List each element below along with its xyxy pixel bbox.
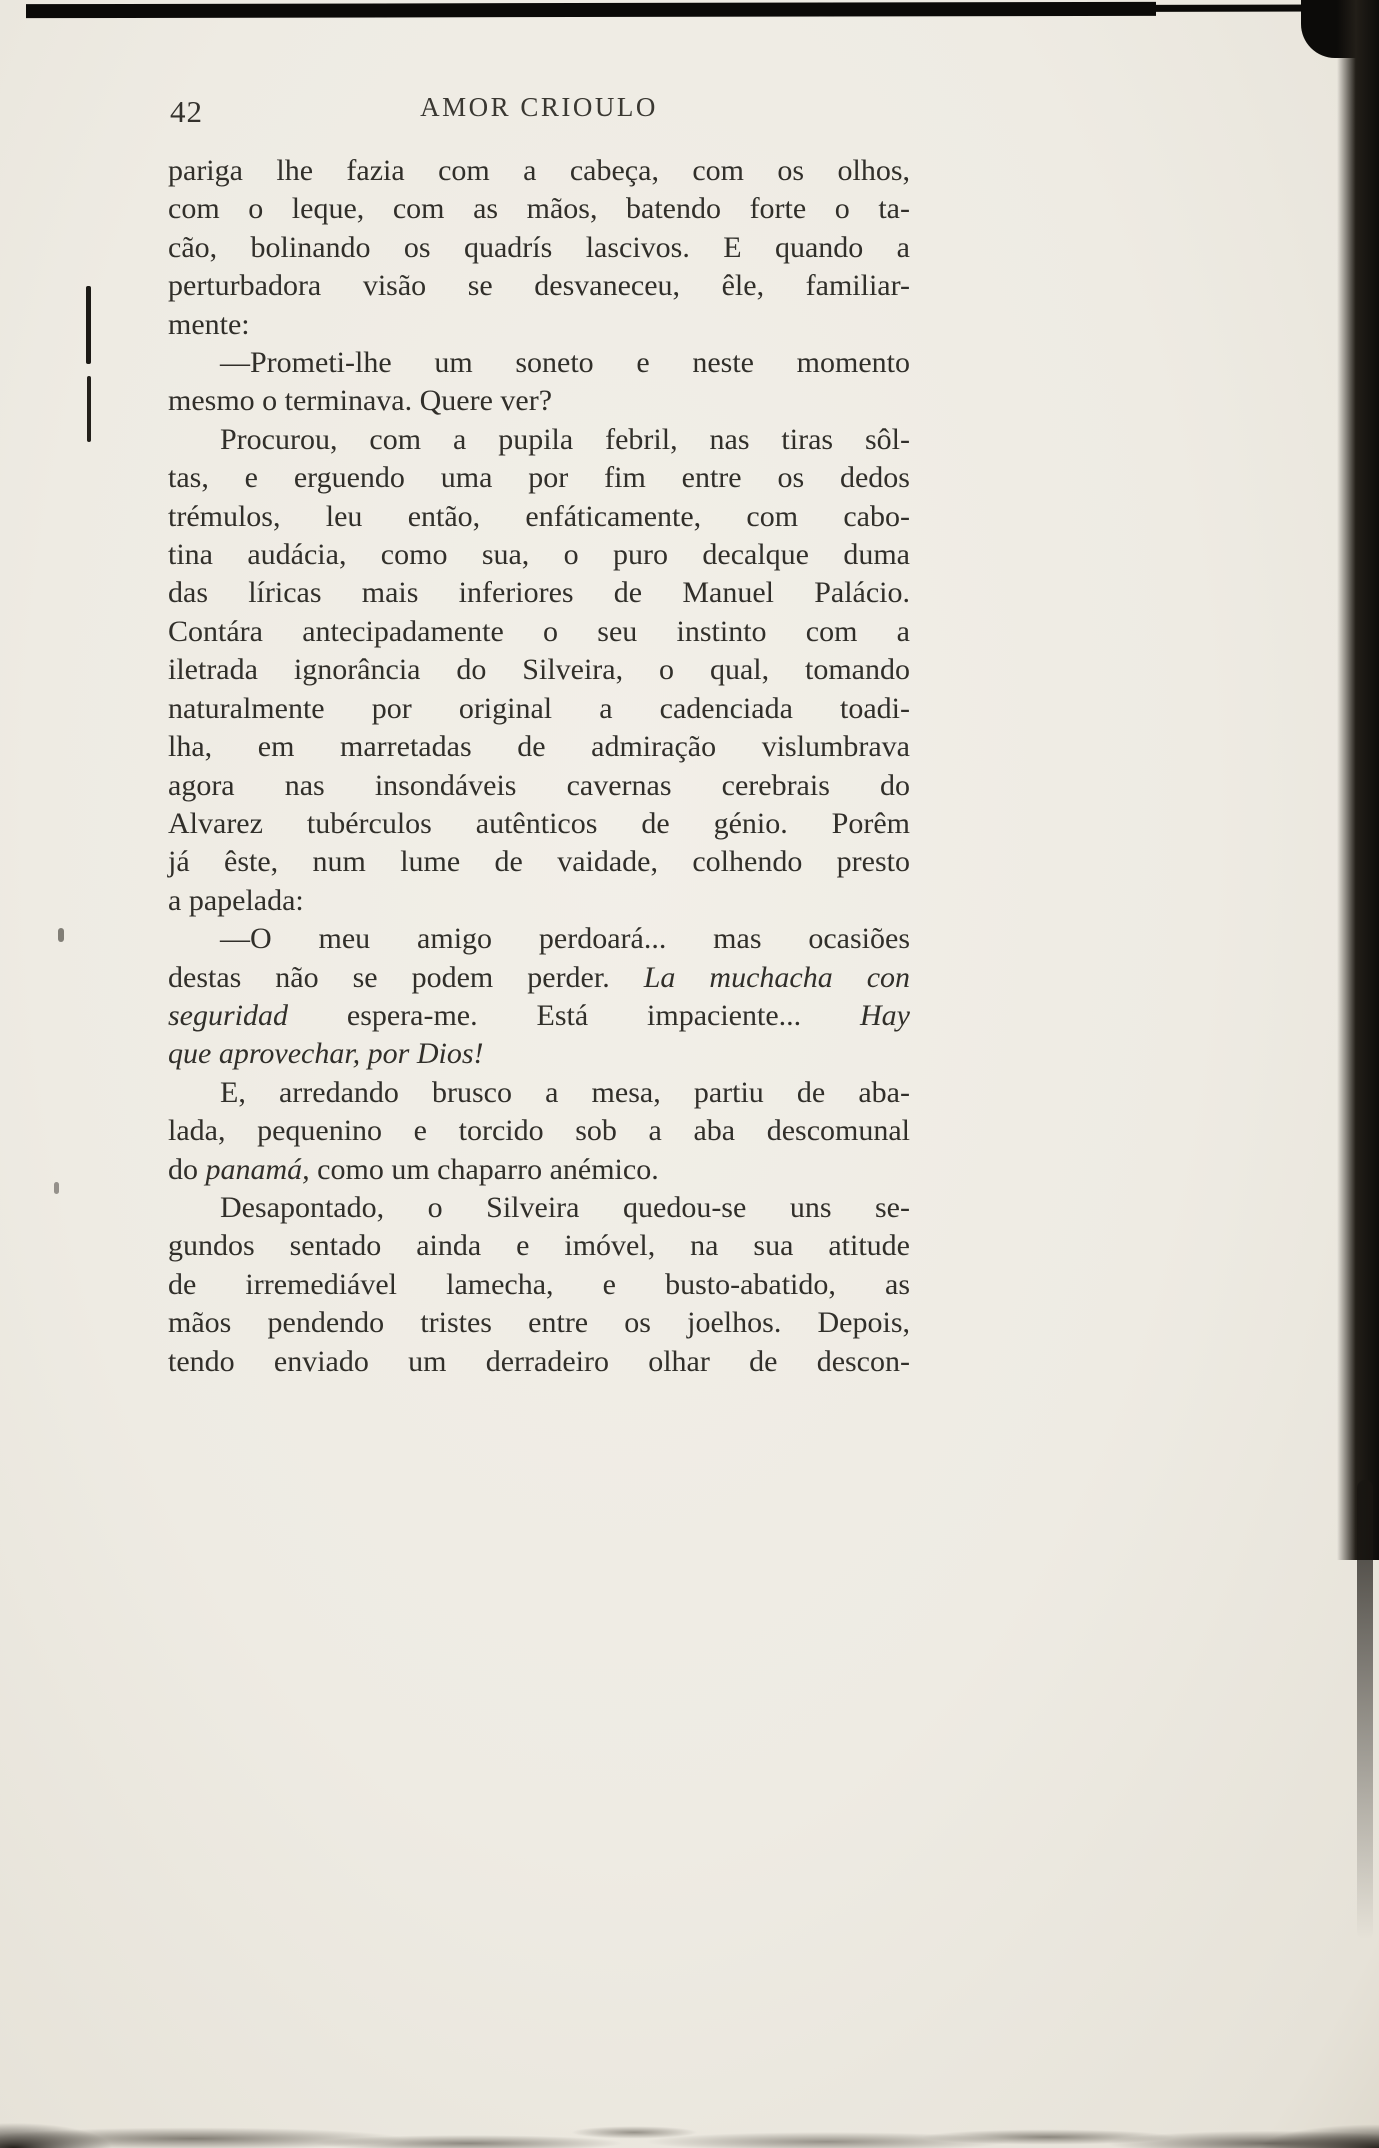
text-run: com o leque, com as mãos, batendo forte o ta- xyxy=(168,192,910,226)
italic-phrase: seguridad xyxy=(168,998,288,1032)
text-run: E, arredando brusco a mesa, partiu de aba- xyxy=(220,1075,910,1109)
text-run: tas, e erguendo uma por fim entre os dedos xyxy=(168,461,910,495)
scan-artifact-right-edge xyxy=(1337,0,1379,1560)
text-line xyxy=(168,421,910,459)
text-run: mesmo o terminava. Quere ver? xyxy=(168,384,553,418)
text-run: Desapontado, o Silveira quedou-se uns se- xyxy=(220,1190,910,1224)
text-run: já êste, num lume de vaidade, colhendo presto xyxy=(168,845,910,879)
text-line xyxy=(168,498,910,536)
text-line xyxy=(168,1035,910,1073)
text-line xyxy=(168,651,910,689)
text-line xyxy=(168,1151,910,1189)
text-run: das líricas mais inferiores de Manuel Palácio. xyxy=(168,576,910,610)
text-run: lada, pequenino e torcido sob a aba descomunal xyxy=(168,1114,910,1148)
text-run: de irremediável lamecha, e busto-abatido, as xyxy=(168,1267,910,1301)
text-run: Contára antecipadamente o seu instinto com a xyxy=(168,614,910,648)
text-run: perturbadora visão se desvaneceu, êle, familiar- xyxy=(168,269,910,303)
scan-artifact-left-margin-mark xyxy=(86,286,91,364)
text-run: Alvarez tubérculos autênticos de génio. Porêm xyxy=(168,806,910,840)
text-line xyxy=(168,613,910,651)
text-line xyxy=(168,767,910,805)
text-line xyxy=(168,459,910,497)
text-line xyxy=(168,152,910,190)
text-block xyxy=(168,152,910,1381)
text-line xyxy=(168,1189,910,1227)
text-run: destas não se podem perder. xyxy=(168,960,644,994)
text-line xyxy=(168,843,910,881)
text-line xyxy=(168,382,910,420)
text-run: gundos sentado ainda e imóvel, na sua atitude xyxy=(168,1229,910,1263)
text-run: mente: xyxy=(168,307,250,341)
text-line xyxy=(168,690,910,728)
text-run: —Prometi-lhe um soneto e neste momento xyxy=(220,346,910,380)
text-run: a papelada: xyxy=(168,883,304,917)
text-line xyxy=(168,997,910,1035)
text-line xyxy=(168,344,910,382)
text-run: —O meu amigo perdoará... mas ocasiões xyxy=(220,922,910,956)
text-line xyxy=(168,920,910,958)
running-title: AMOR CRIOULO xyxy=(420,92,658,122)
italic-phrase: La muchacha con xyxy=(643,960,911,994)
text-line xyxy=(168,1227,910,1265)
text-run: como um chaparro anémico. xyxy=(309,1152,659,1186)
text-run: do xyxy=(168,1152,206,1186)
text-line xyxy=(168,190,910,228)
text-line xyxy=(168,728,910,766)
text-run: iletrada ignorância do Silveira, o qual, tomando xyxy=(168,653,910,687)
text-run: Procurou, com a pupila febril, nas tiras sôl- xyxy=(220,422,910,456)
text-line xyxy=(168,1266,910,1304)
text-line xyxy=(168,229,910,267)
page-header xyxy=(168,92,910,134)
text-line xyxy=(168,805,910,843)
text-line xyxy=(168,1343,910,1381)
text-run: pariga lhe fazia com a cabeça, com os olhos, xyxy=(168,154,910,187)
text-line xyxy=(168,1074,910,1112)
text-run: tendo enviado um derradeiro olhar de descon- xyxy=(168,1344,910,1378)
scan-artifact-speck xyxy=(54,1182,59,1194)
scan-artifact-speck xyxy=(58,928,64,942)
text-run: espera-me. Está impaciente... xyxy=(288,998,861,1032)
text-run: trémulos, leu então, enfáticamente, com cabo- xyxy=(168,499,910,533)
text-run: agora nas insondáveis cavernas cerebrais do xyxy=(168,768,910,802)
text-line xyxy=(168,267,910,305)
text-line xyxy=(168,306,910,344)
text-line xyxy=(168,1112,910,1150)
text-line xyxy=(168,574,910,612)
text-run: mãos pendendo tristes entre os joelhos. Depois, xyxy=(168,1306,910,1340)
scan-artifact-bottom-edge xyxy=(0,2070,1379,2148)
italic-phrase: Hay xyxy=(860,998,910,1032)
text-run: lha, em marretadas de admiração vislumbrava xyxy=(168,730,910,764)
text-line xyxy=(168,1304,910,1342)
text-run: naturalmente por original a cadenciada toadi- xyxy=(168,691,910,725)
text-run: tina audácia, como sua, o puro decalque duma xyxy=(168,538,910,572)
text-line xyxy=(168,882,910,920)
scan-artifact-right-edge-lower xyxy=(1357,1480,1373,1940)
italic-phrase: panamá, xyxy=(205,1152,310,1186)
page-number: 42 xyxy=(170,94,203,129)
text-line xyxy=(168,536,910,574)
scan-artifact-top-bar xyxy=(26,2,1156,18)
italic-phrase: que aprovechar, por Dios! xyxy=(168,1037,484,1071)
text-run: cão, bolinando os quadrís lascivos. E quando a xyxy=(168,230,910,264)
text-line xyxy=(168,959,910,997)
